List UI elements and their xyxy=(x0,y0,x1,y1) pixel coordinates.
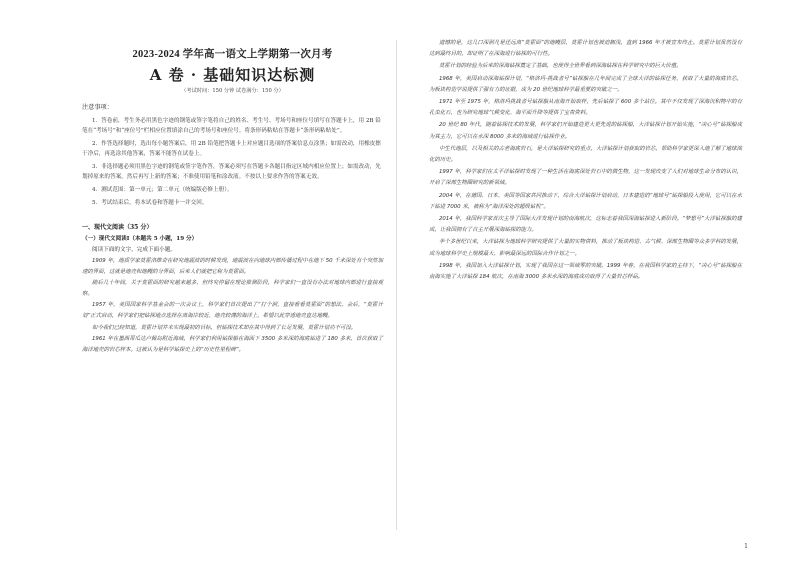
passage-paragraph: 中生代地层，以及相关的古老海底岩石，是大洋钻探研究的重点，大洋钻探计划获取的岩芯，帮助科学家更深入地了解了地球演化的历史。 xyxy=(429,145,742,164)
passage-paragraph: 1998 年，我国加入大洋钻探计划，实现了我国在这一领域零的突破。1999 年春，在我国科学家的主持下，“决心号”钻探船在南海实施了大洋钻探 184 航次，在南海 3000 多米水深的海底成功取得了大量岩芯样品。 xyxy=(429,262,742,281)
note-item: 4．测试范围：第一单元；第二单元（统编版必修上册）。 xyxy=(92,187,233,193)
passage-paragraph: 1968 年，美国启动深海钻探计划，“格洛玛·挑战者号”钻探船在几年间完成了全球大洋的钻探任务，获取了大量的海底岩芯，为板块构造学说提供了强有力的证据，成为 20 世纪地球科学最重要的突破之一。 xyxy=(429,75,742,93)
note-item: 5．考试结束后，将本试卷和答题卡一并交回。 xyxy=(92,200,208,206)
passage-paragraph: 1971 年至 1975 年，格洛玛挑战者号钻探船从南海开始取样，先后钻探了 600 多个站位。其中不仅发现了深海沉积物中的有孔虫化石，也为研究地球气候变化、海平面升降等提供了宝贵资料。 xyxy=(429,99,742,117)
note-item: 3．非选择题必须用黑色字迹的钢笔或签字笔作答，答案必须写在答题卡各题目指定区域内相应位置上；如需改动，先划掉原来的答案，然后再写上新的答案；不准使用铅笔和涂改液。不按以上要求作答的答案无效。 xyxy=(82,164,381,180)
passage-paragraph: 莫霍计划的经验为后来的深海钻探奠定了基础，也使得全世界看到深海钻探在科学研究中的巨大价值。 xyxy=(439,63,682,70)
passage-paragraph: 1961 年在墨西哥瓜达卢佩岛附近海域，科学家们利用钻探船在海面下 3500 多米深的海底钻进了 180 多米，首次获取了海洋地壳的岩芯样本。这被认为是科学钻探史上的“历史性里程碑”。 xyxy=(82,336,383,353)
subsection-title: （一）现代文阅读Ⅰ（本题共 5 小题，19 分） xyxy=(82,236,198,242)
passage-paragraph: 随后几十年间，关于莫霍面的研究越来越多，但终究停留在理论推测阶段，科学家们一直没有办法对地球内部进行直接观察。 xyxy=(82,280,383,297)
passage-paragraph: 2014 年，我国科学家首次主导了国际大洋发现计划的南海航次，这标志着我国深海钻探进入新阶段。“梦想号”大洋钻探船的建成，让我国拥有了自主开展深海钻探的能力。 xyxy=(429,216,742,234)
passage-paragraph: 如今我们已经知道，莫霍计划并未实现最初的目标，但钻探技术却在其中得到了长足发展，莫霍计划功不可没。 xyxy=(92,324,357,331)
exam-title-main: A 卷 · 基础知识达标测 xyxy=(149,66,316,84)
passage-paragraph: 2004 年，在德国、日本、美国等国家共同推动下，综合大洋钻探计划启动，日本建造的“地球号”钻探船投入使用，它可以在水下钻进 7000 米，被称为“海洋深处的超级钻机”。 xyxy=(429,192,742,210)
notes-heading: 注意事项： xyxy=(82,104,113,111)
note-item: 2．作答选择题时，选出每小题答案后，用 2B 铅笔把答题卡上对应题目选项的答案信息点涂黑；如需改动，用橡皮擦干净后，再选涂其他答案，答案不能答在试卷上。 xyxy=(82,141,381,157)
exam-info: （考试时间：150 分钟 试卷满分：150 分） xyxy=(181,88,284,94)
reading-instruction: 阅读下面的文字，完成下面小题。 xyxy=(92,247,176,253)
page-number: 1 xyxy=(744,543,748,550)
passage-paragraph: 1909 年，地质学家莫霍洛维奇在研究地震波的时候发现，地震波在向地球内部传播过程中在地下 50 千米深处有个突然加速的界面，这就是地壳和地幔的分界面，后来人们就把它称为莫霍面。 xyxy=(82,258,383,275)
passage-paragraph: 1957 年，美国国家科学基金会的一次会议上，科学家们首次提出了“打个洞，直接看看莫霍面”的想法。会后，“莫霍计划”正式启动，科学家们把钻探地点选择在离海岸较近、地壳较薄的海洋上，希望以此穿透地壳直达地幔。 xyxy=(82,302,383,319)
passage-paragraph: 1997 年，科学家们在太平洋钻探时发现了一种生活在海底深处岩石中的微生物，这一发现改变了人们对地球生命分布的认识，开启了深部生物圈研究的新领域。 xyxy=(429,169,742,187)
passage-paragraph: 遗憾的是，这几口深洞凡是还远离“莫霍面”的地幔层，莫霍计划也被迫搁浅，直到 1966 年才被宣布终止。莫霍计划虽然没有达到最终目的，却证明了在深海进行钻探的可行性。 xyxy=(429,40,742,58)
section-title: 一、现代文阅读（35 分） xyxy=(82,224,153,231)
note-item: 1．答卷前，考生务必用黑色字迹的钢笔或签字笔将自己的姓名、考生号、考场号和座位号填写在答题卡上，用 2B 铅笔在“考场号”和“座位号”栏相应位置填涂自己的考场号和座位号。将条形码粘贴在答题卡“条形码粘贴处”。 xyxy=(82,118,381,134)
right-column xyxy=(397,0,794,562)
passage-paragraph: 20 世纪 80 年代，随着钻探技术的发展，科学家们开始建造更大更先进的钻探船，大洋钻探计划开始实施，“决心号”钻探船成为其主力，它可以在水深 8000 多米的海域进行钻探作业。 xyxy=(429,122,742,140)
passage-paragraph: 半个多世纪以来，大洋钻探为地球科学研究提供了大量的实物资料，推动了板块构造、古气候、深部生物圈等众多学科的发展，成为地球科学史上规模最大、影响最深远的国际合作计划之一。 xyxy=(429,239,742,257)
exam-title-year: 2023-2024 学年高一语文上学期第一次月考 xyxy=(132,49,333,60)
